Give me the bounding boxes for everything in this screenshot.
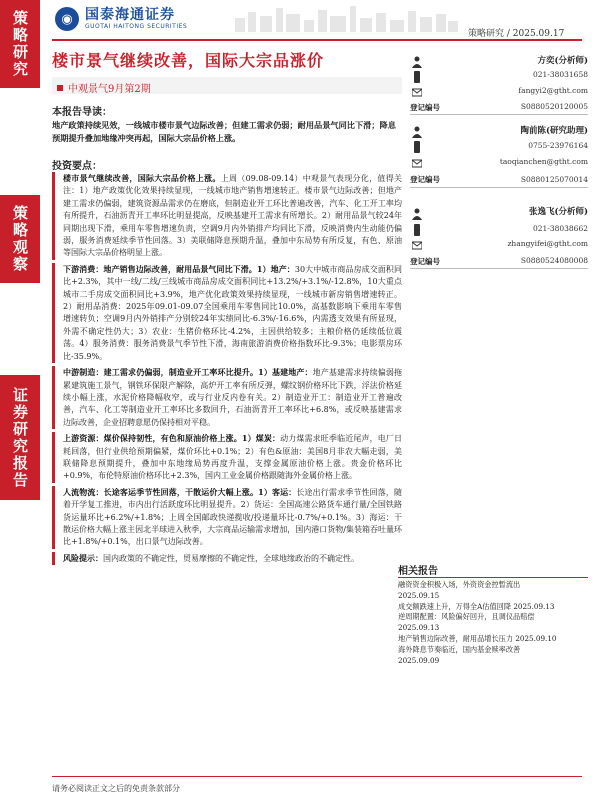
related-report-item[interactable] (398, 580, 588, 602)
analyst-divider (410, 268, 588, 269)
section-lead: 风险提示： (63, 552, 103, 563)
related-report-date: 2025.09.13 (513, 601, 555, 611)
related-report-title[interactable]: 地产销售边际改善，耐用品增长压力 (398, 633, 514, 643)
related-report-date: 2025.09.13 (398, 623, 440, 633)
analyst-phone: 021-38038662 (532, 224, 588, 233)
square-bullet-icon (57, 85, 63, 91)
related-reports-list (398, 580, 588, 666)
analyst-name: 陶前陈(研究助理) (520, 126, 588, 136)
analyst-reg-number: S0880520120005 (520, 102, 588, 111)
related-report-title[interactable]: 海外降息节奏临近，国内基金赎率改善 (398, 644, 521, 654)
section-summary (52, 172, 402, 260)
related-report-date: 2025.09.10 (515, 633, 557, 643)
analyst-email: fangyi2@gtht.com (518, 86, 588, 95)
section-text: 长途出行需求季节性回落，随着开学复工推进，市内出行活跃度环比明显提升。2）货运：全国高速公路货车通行量/全国铁路货运量环比+6.2%/+1.8%；上周全国邮政快递揽收/投递量环比-0.7%/+0.1%。3）海运：干散运价格大幅上涨主因北半球进入秋季，大宗商品运输需求增加，国内港口货物/集装箱吞吐量环比+1.8%/+0.1%，出口景气边际改善。 (63, 487, 402, 547)
report-subtitle (57, 80, 151, 95)
guide-heading: 本报告导读： (52, 107, 112, 118)
section-text: 上周（09.08-09.14）中观景气表现分化，值得关注：1）地产政策优化效果持续显现，一线城市地产销售增速转正。楼市景气边际改善；但地产建工需求仍偏弱，建筑资源品需求仍在磨底，但制造业开工环比普遍改善，汽车、化工开工率均有所提升，石油沥青开工率环比明显提高，反映基建开工需求有所增长。2）耐用品景气较24年同期出现下滑，乘用车零售增速负责，空调9月内外销排产均同比下滑，反映消费内生动能仍偏弱，服务消费延续季节性回落。3）美联储降息预期升温，叠加中东局势有所反复，有色、原油等国际大宗品价格明显上涨。 (63, 174, 403, 258)
logo-icon: ◉ (55, 7, 79, 31)
company-name-en: GUOTAI HAITONG SECURITIES (85, 22, 188, 30)
skyline-decoration-icon (230, 4, 460, 32)
related-report-title[interactable]: 融资资金积极入场，外资资金控暂流出 (398, 580, 521, 589)
side-label-strategy-observation: 策略观察 (0, 195, 40, 283)
report-type: 策略研究 (468, 29, 505, 39)
report-title: 楼市景气继续改善，国际大宗品涨价 (52, 51, 325, 70)
section-text: 国内政策的不确定性，贸易摩擦的不确定性，全球地缘政治的不确定性。 (103, 553, 359, 563)
analyst-reg-label: 登记编号 (410, 175, 440, 184)
related-report-item[interactable] (398, 645, 588, 667)
section-text: 动力煤需求旺季临近尾声，电厂日耗回落，但行业供给预期偏紧，煤价环比+0.1%；2）有色&原油：美国8月非农大幅走弱，美联储降息预期提升，叠加中东地缘局势再度升温，支撑金属原油价格上涨。贵金价格环比+0.9%，布伦特原油价格环比+2.3%，国内工业金属价格跟随海外金属价格上涨。 (63, 434, 402, 481)
section-text: 30大中城市商品房成交面积同比+2.3%，其中一线/二线/三线城市商品房成交面积同比+13.2%/+3.1%/-12.8%，10大重点城市二手房成交面积同比+3.9%，地产优化政策效果持续显现，一线城市新房销售增速转正。2）耐用品消费：2025年09.01-09.07全国乘用车零售同比10.0%，高基数影响下乘用车零售增速转负；空调9月内外销排产分别较24年实绩同比-6.3%/-16.6%，内需透支效果有所显现，外需不确定性仍大；3）农业：生猪价格环比-4.2%，主因供给较多；主粮价格仍延续低位震荡。4）服务消费：服务消费景气季节性下滑，海南旅游消费价格指数环比-9.3%；电影票房环比-35.9%。 (63, 264, 402, 361)
related-report-date: 2025.09.09 (398, 655, 440, 665)
section-lead: 中游制造：建工需求仍偏弱，制造业开工率环比提升。1）基建地产： (63, 367, 313, 378)
related-report-title[interactable]: 逆周期配置：风险偏好回升，且调仪品赔偿 (398, 612, 535, 622)
section-downstream (52, 263, 402, 363)
analyst-divider (410, 114, 588, 115)
analyst-reg-label: 登记编号 (410, 257, 440, 266)
related-report-title[interactable]: 成交额跌速上升，万得全A估值回降 (398, 601, 512, 611)
analyst-name: 张逸飞(分析师) (528, 207, 588, 217)
disclaimer-note: 请务必阅读正文之后的免责条款部分 (52, 784, 180, 793)
section-midstream (52, 366, 402, 429)
report-date: 2025.09.17 (512, 29, 565, 39)
analyst-phone: 0755-23976164 (528, 141, 588, 150)
subtitle-text: 中观景气9月第2期 (68, 84, 151, 95)
analyst-divider (410, 187, 588, 188)
guide-text: 地产政策持续见效，一线城市楼市景气边际改善；但建工需求仍弱；耐用品景气同比下滑；降息预期提升叠加地缘冲突再起，国际大宗品价格上涨。 (52, 120, 396, 143)
section-lead: 上游资源：煤价保持韧性，有色和原油价格上涨。1）煤炭： (63, 433, 281, 444)
analyst-reg-number: S0880524080008 (520, 256, 588, 265)
investment-points (52, 172, 402, 568)
investment-points-heading: 投资要点： (52, 161, 102, 172)
related-divider (398, 577, 588, 578)
section-risk (52, 552, 402, 565)
related-report-item[interactable] (398, 634, 588, 645)
analyst-reg-label: 登记编号 (410, 103, 440, 112)
side-label-strategy-research: 策略研究 (0, 0, 40, 88)
company-name-cn: 国泰海通证券 (85, 6, 175, 23)
side-label-securities-report: 证券研究报告 (0, 375, 40, 500)
header-divider (52, 39, 582, 41)
analyst-name: 方奕(分析师) (537, 56, 588, 66)
analyst-email: zhangyifei@gtht.com (507, 239, 588, 248)
analyst-phone: 021-38031658 (532, 70, 588, 79)
section-text: 地产基建需求持续偏弱拖累建筑施工景气，钢铁环保限产解除，高炉开工率有所反弹，螺纹钢价格环比下跌，浮法价格延续小幅上涨，水泥价格降幅收窄，或与行业反内卷有关。2）制造业开工：制造业开工普遍改善，汽车、化工等制造业开工率环比多数回升，石油沥青开工率环比+6.8%，或反映基建需求边际改善，企业招聘意愿仍保持相对平稳。 (63, 368, 402, 427)
section-logistics (52, 486, 402, 549)
section-upstream (52, 432, 402, 483)
report-type-date: 策略研究 / 2025.09.17 (468, 29, 565, 39)
section-lead: 楼市景气继续改善，国际大宗品价格上涨。 (63, 173, 221, 183)
related-reports-heading: 相关报告 (398, 566, 438, 577)
analyst-email: taoqianchen@gtht.com (499, 157, 588, 166)
analyst-reg-number: S0880125070014 (520, 175, 588, 184)
related-report-item[interactable] (398, 612, 588, 634)
related-report-date: 2025.09.15 (398, 590, 440, 600)
section-lead: 人流物流：长途客运季节性回落，干散运价大幅上涨。1）客运： (63, 486, 297, 497)
footer-divider (52, 776, 582, 777)
related-report-item[interactable] (398, 602, 588, 613)
section-lead: 下游消费：地产销售边际改善，耐用品景气同比下滑。1）地产： (63, 263, 295, 274)
company-logo (55, 7, 187, 31)
